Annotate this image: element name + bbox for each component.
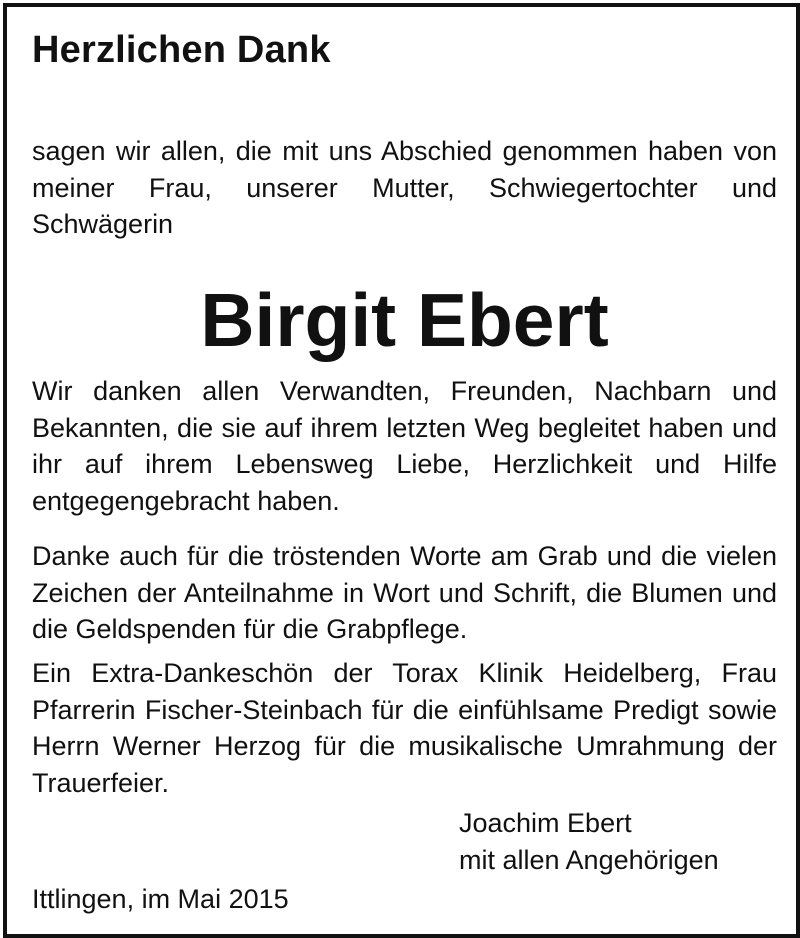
notice-heading: Herzlichen Dank bbox=[32, 29, 331, 71]
deceased-name: Birgit Ebert bbox=[200, 278, 609, 362]
place-date: Ittlingen, im Mai 2015 bbox=[32, 884, 289, 914]
thanks-paragraph-2: Danke auch für die tröstenden Worte am Grab und die vielen Zeichen der Anteilnahme in Wort und Schrift, die Blumen und die Geldspenden für die Grabpflege. bbox=[32, 541, 777, 644]
notice-frame bbox=[3, 3, 800, 938]
thanks-paragraph-3: Ein Extra-Dankeschön der Torax Klinik Heidelberg, Frau Pfarrerin Fischer-Steinbach für die einfühlsame Predigt sowie Herrn Werner Herzog für die musikalische Umrahmung der Trauerfeier. bbox=[32, 658, 777, 798]
signature-name: Joachim Ebert bbox=[459, 808, 632, 838]
thanks-paragraph-1: Wir danken allen Verwandten, Freunden, Nachbarn und Bekannten, die sie auf ihrem letzten Weg begleitet haben und ihr auf ihrem Lebensweg Liebe, Herzlichkeit und Hilfe entgegengebracht haben. bbox=[32, 376, 777, 516]
signature-family: mit allen Angehörigen bbox=[459, 844, 719, 875]
signature-block bbox=[459, 805, 719, 878]
intro-paragraph: sagen wir allen, die mit uns Abschied genommen haben von meiner Frau, unserer Mutter, Schwiegertochter und Schwägerin bbox=[32, 136, 777, 239]
